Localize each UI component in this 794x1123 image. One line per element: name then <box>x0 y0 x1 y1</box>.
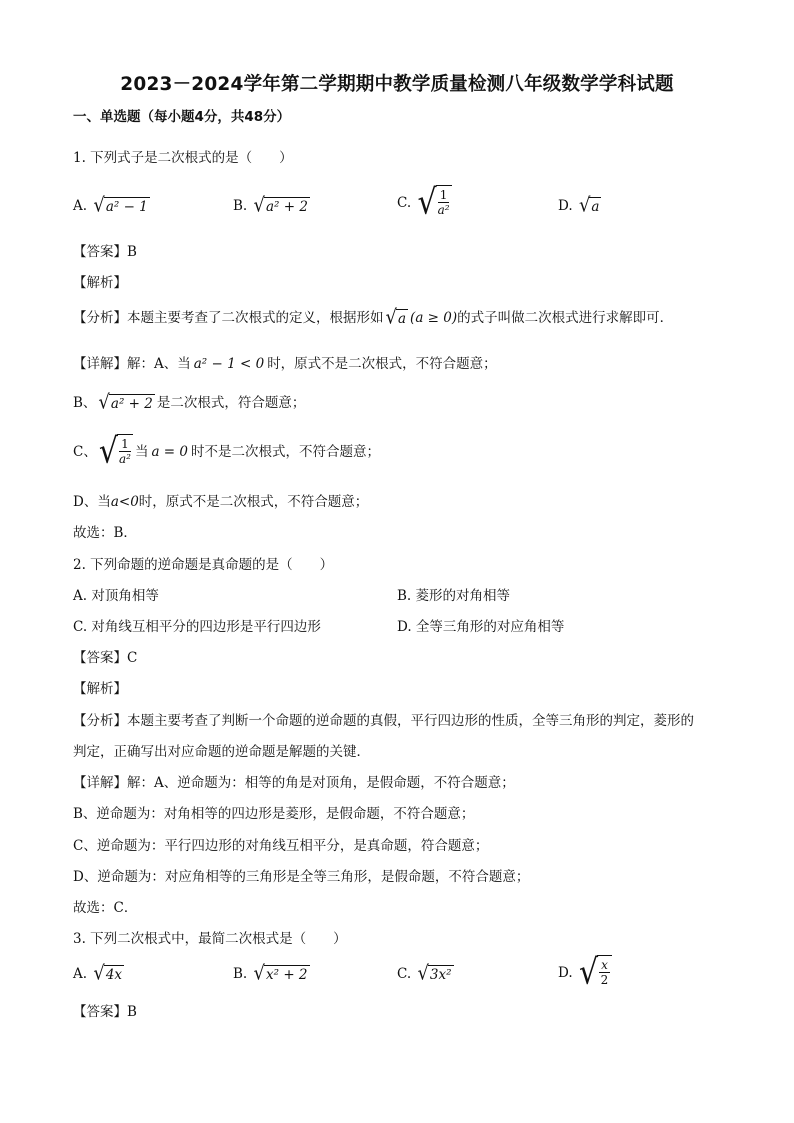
sqrt-icon: √ a <box>578 193 600 217</box>
q3-option-b-label: B. <box>233 966 248 982</box>
q1-detail-c-num: 1 <box>121 437 129 451</box>
q1-option-b[interactable] <box>233 193 312 217</box>
sqrt-icon: √ a² − 1 <box>93 193 148 217</box>
q1-detail-a-post: 时，原式不是二次根式，不符合题意； <box>267 356 497 372</box>
q1-answer: 【答案】B <box>73 244 137 260</box>
q1-analysis-label: 【解析】 <box>73 275 127 291</box>
q2-stem: 2. 下列命题的逆命题是真命题的是（ ） <box>73 557 334 573</box>
sqrt-icon: √ x² + 2 <box>253 961 308 985</box>
q1-detail-c <box>73 431 380 472</box>
q2-fenxi-line-1: 【分析】本题主要考查了判断一个命题的逆命题的真假，平行四边形的性质，全等三角形的判定，菱形的 <box>73 713 694 729</box>
q1-option-a-label: A. <box>73 198 88 214</box>
q1-fenxi-text: 【分析】本题主要考查了二次根式的定义，根据形如 <box>73 310 384 326</box>
q1-detail-b-pre: B、 <box>73 395 97 411</box>
q2-option-c[interactable]: C. 对角线互相平分的四边形是平行四边形 <box>73 619 321 635</box>
q1-detail-a <box>73 355 497 373</box>
sqrt-icon: √ a <box>385 305 407 329</box>
q1-fenxi <box>73 305 674 329</box>
sqrt-icon: √ a² + 2 <box>98 390 153 414</box>
q1-option-a-expr: a² − 1 <box>105 199 148 215</box>
q2-analysis-label: 【解析】 <box>73 681 127 697</box>
q1-option-a[interactable] <box>73 193 152 217</box>
q3-option-c[interactable] <box>397 961 456 985</box>
q1-detail-d-math: a<0 <box>110 494 139 510</box>
q3-stem: 3. 下列二次根式中，最简二次根式是（ ） <box>73 931 347 947</box>
q1-detail-a-math: a² − 1 < 0 <box>193 356 265 372</box>
q1-detail-b-rad: a² + 2 <box>110 396 153 412</box>
q2-fenxi-line-2: 判定，正确写出对应命题的逆命题是解题的关键． <box>73 744 370 760</box>
sqrt-icon: √ 3x² <box>417 961 452 985</box>
q1-option-d[interactable] <box>558 193 603 217</box>
q1-fenxi-rad: a <box>397 311 407 327</box>
q1-detail-c-den: a² <box>118 452 131 466</box>
section-heading: 一、单选题（每小题4分，共48分） <box>73 109 291 125</box>
q1-detail-d-post: 时，原式不是二次根式，不符合题意； <box>138 494 369 510</box>
q3-option-a-expr: 4x <box>105 967 123 983</box>
sqrt-icon: √ a² + 2 <box>253 193 308 217</box>
q3-option-b-expr: x² + 2 <box>266 967 308 983</box>
q1-fenxi-cond: (a ≥ 0) <box>410 310 458 326</box>
q3-option-d[interactable] <box>558 952 614 993</box>
q3-option-d-den: 2 <box>600 973 609 987</box>
q1-option-c-den: a² <box>437 203 450 217</box>
q3-option-d-num: x <box>601 958 608 972</box>
q2-option-b[interactable]: B. 菱形的对角相等 <box>397 588 511 604</box>
q3-option-c-label: C. <box>397 966 412 982</box>
sqrt-icon: √ $\frac{1}{\text{a²}}$ <box>98 431 131 472</box>
q1-detail-c-post: 时不是二次根式，不符合题意； <box>190 444 380 460</box>
sqrt-icon: √ 4x <box>93 961 123 985</box>
q1-option-c[interactable] <box>397 182 454 223</box>
q1-detail-c-mid: 当 <box>134 444 149 460</box>
q2-option-a[interactable]: A. 对顶角相等 <box>73 588 159 604</box>
q3-option-b[interactable] <box>233 961 312 985</box>
q2-choose: 故选：C． <box>73 900 138 916</box>
q3-option-d-label: D. <box>558 965 573 981</box>
sqrt-icon: √ $\frac{x}{2}$ <box>579 955 612 991</box>
q1-detail-d <box>73 493 368 511</box>
sqrt-icon: √ $\frac{1}{\text{a²}}$ <box>417 182 450 223</box>
q2-answer: 【答案】C <box>73 650 138 666</box>
q2-option-d[interactable]: D. 全等三角形的对应角相等 <box>397 619 565 635</box>
page-title: 2023－2024学年第二学期期中教学质量检测八年级数学学科试题 <box>120 74 674 95</box>
q3-option-a[interactable] <box>73 961 126 985</box>
q1-detail-b <box>73 390 306 414</box>
q2-detail-d: D、逆命题为：对应角相等的三角形是全等三角形，是假命题，不符合题意； <box>73 869 530 885</box>
q1-option-c-num: 1 <box>439 188 448 202</box>
q1-detail-c-math: a = 0 <box>151 444 188 460</box>
q1-option-d-expr: a <box>591 199 600 215</box>
q1-detail-d-pre: D、当 <box>73 494 111 510</box>
q3-option-a-label: A. <box>73 966 88 982</box>
q1-option-c-label: C. <box>397 195 412 211</box>
q2-detail-b: B、逆命题为：对角相等的四边形是菱形，是假命题，不符合题意； <box>73 806 475 822</box>
q1-choose: 故选：B． <box>73 525 137 541</box>
q1-detail-c-pre: C、 <box>73 444 97 460</box>
q1-detail-a-pre: 【详解】解：A、当 <box>73 356 191 372</box>
q1-detail-b-post: 是二次根式，符合题意； <box>156 395 306 411</box>
q1-option-d-label: D. <box>558 198 573 214</box>
q3-answer: 【答案】B <box>73 1004 137 1020</box>
q1-stem: 1. 下列式子是二次根式的是（ ） <box>73 150 293 166</box>
q1-fenxi-post: 的式子叫做二次根式进行求解即可． <box>457 310 674 326</box>
q2-detail-a: 【详解】解：A、逆命题为：相等的角是对顶角，是假命题，不符合题意； <box>73 775 515 791</box>
q2-detail-c: C、逆命题为：平行四边形的对角线互相平分，是真命题，符合题意； <box>73 838 489 854</box>
q1-option-b-expr: a² + 2 <box>266 199 308 215</box>
q1-option-b-label: B. <box>233 198 248 214</box>
q3-option-c-expr: 3x² <box>429 967 452 983</box>
